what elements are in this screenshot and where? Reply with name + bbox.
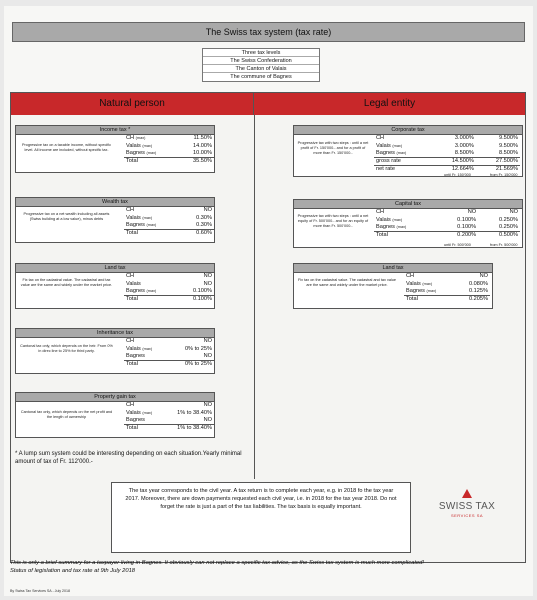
row-label: CH <box>406 273 415 280</box>
total-value-2: 0.500% <box>499 232 518 238</box>
row-value-1: 3.000% <box>454 142 474 149</box>
row-label: CH (max) <box>126 135 146 142</box>
inheritance-tax-box <box>15 328 215 374</box>
row-value: NO <box>203 207 212 214</box>
page-title: The Swiss tax system (tax rate) <box>12 22 525 42</box>
table-row <box>404 288 490 296</box>
capital-tax-description: Progressive tax with two steps : until a net equity of Fr. 500'000.- and for an equity of more than Fr. 500'000.- <box>297 214 369 228</box>
total-row <box>124 361 214 369</box>
logo-name: SWISS TAX <box>438 501 496 512</box>
table-row <box>374 217 520 225</box>
table-row <box>124 410 214 418</box>
row-value-2: 8.500% <box>476 150 520 158</box>
wealth-tax-table <box>124 207 214 237</box>
row-value: NO <box>203 338 212 345</box>
table-row <box>374 143 520 151</box>
lump-sum-note: * A lump sum system could be interesting depending on each situation.Yearly minimal amount of tax of Fr. 112'000.- <box>15 451 242 465</box>
row-value: 0.30% <box>181 222 214 230</box>
row-label: CH <box>126 338 135 345</box>
income-tax-box <box>15 125 215 173</box>
row-value-1: 14.500% <box>432 158 476 166</box>
capital-tax-box <box>293 199 523 248</box>
income-tax-table <box>124 135 214 165</box>
row-value-2: NO <box>509 209 518 216</box>
table-row <box>124 150 214 158</box>
total-value: 1% to 38.40% <box>177 425 212 431</box>
row-label: Bagnes (max) <box>374 150 432 158</box>
property-gain-tax-box <box>15 392 215 438</box>
table-row <box>374 150 520 158</box>
tax-levels-heading: Three tax levels <box>203 49 319 57</box>
total-label: Total <box>406 296 418 302</box>
table-row <box>374 158 520 166</box>
row-label: net rate <box>376 166 395 172</box>
row-value-1: 3.000% <box>454 135 474 142</box>
row-value: NO <box>168 353 214 361</box>
total-value-1: 0.200% <box>457 232 477 238</box>
logo-triangle-icon <box>462 489 472 498</box>
table-row <box>124 135 214 143</box>
row-label: Valais (max) <box>126 409 153 416</box>
row-value-2: 21.569% <box>495 166 518 172</box>
row-label: Bagnes (max) <box>374 224 436 232</box>
tax-level-commune: The commune of Bagnes <box>230 74 292 80</box>
table-row <box>124 207 214 215</box>
company-logo <box>429 489 505 533</box>
table-row <box>124 281 214 289</box>
disclaimer-line-1: This is only a brief summary for a taxpayer living in Bagnes. It obviously can not replace a specific tax advice, as the Swiss tax system is much more complicated! <box>10 560 425 566</box>
row-label: Valais (max) <box>376 142 403 149</box>
total-value: 0.60% <box>196 230 212 236</box>
table-row <box>124 143 214 151</box>
row-label: Bagnes (max) <box>124 222 181 230</box>
table-row <box>404 281 490 289</box>
corporate-tax-description: Progressive tax with two steps : until a net profit of Fr. 150'000.- and for a profit of more than Fr. 150'000.- <box>297 141 369 155</box>
row-label: gross rate <box>374 158 432 166</box>
land-tax-np-table <box>124 273 214 303</box>
row-value-1: NO <box>467 209 477 216</box>
total-label: Total <box>376 232 388 238</box>
disclaimer-line-2: Status of legislation and tax rate at 9th July 2018 <box>10 568 136 574</box>
table-row <box>374 135 520 143</box>
table-row <box>124 346 214 354</box>
row-value: NO <box>203 280 212 287</box>
row-label: Bagnes (max) <box>124 288 178 296</box>
land-tax-le-description: Fix tax on the cadastral value. The cadastral and tax value are the same and widely under the market price. <box>297 278 397 287</box>
tax-level-canton: The Canton of Valais <box>203 65 319 73</box>
table-row <box>124 353 214 361</box>
inheritance-tax-table <box>124 338 214 368</box>
wealth-tax-title: Wealth tax <box>16 198 214 207</box>
row-label: Bagnes <box>124 353 168 361</box>
inheritance-tax-description: Cantonal tax only, which depends on the heir. From 0% in direc line to 25% for third party. <box>20 344 113 353</box>
tax-level-confederation: The Swiss Confederation <box>203 57 319 65</box>
total-label: Total <box>126 361 138 367</box>
capital-foot-2: from Fr. 500'000 <box>490 243 518 247</box>
land-tax-np-description: Fix tax on the cadastral value. The cadastral and tax value are the same and widely under the market price. <box>20 278 113 287</box>
row-label: Valais (max) <box>126 214 153 221</box>
row-value: 10.00% <box>178 150 214 158</box>
corporate-tax-title: Corporate tax <box>294 126 522 135</box>
capital-tax-table <box>374 209 520 239</box>
total-label: Total <box>126 230 138 236</box>
wealth-tax-box <box>15 197 215 243</box>
total-row <box>124 230 214 238</box>
corporate-tax-box <box>293 125 523 177</box>
table-row <box>124 288 214 296</box>
row-value-1: 0.100% <box>457 216 477 223</box>
wealth-tax-description: Progressive tax on a net wealth including all assets (Swiss building at a low value), minus debts <box>23 212 110 221</box>
row-value: NO <box>203 273 212 280</box>
row-label: CH <box>126 207 135 214</box>
land-tax-np-title: Land tax <box>16 264 214 273</box>
total-row <box>404 296 490 304</box>
total-label: Total <box>126 296 138 302</box>
row-value: 14.00% <box>193 142 212 149</box>
row-value: NO <box>203 402 212 409</box>
table-row <box>374 166 520 174</box>
row-value-2: 9.500% <box>499 142 518 149</box>
row-label: Valais (max) <box>126 345 153 352</box>
row-label: Valais <box>126 280 141 287</box>
table-row <box>124 273 214 281</box>
disclaimer <box>10 559 526 575</box>
row-label: CH <box>376 135 385 142</box>
row-label: Bagnes (max) <box>404 288 455 296</box>
capital-tax-title: Capital tax <box>294 200 522 209</box>
row-label: Bagnes (max) <box>124 150 178 158</box>
land-tax-le-title: Land tax <box>294 264 492 273</box>
income-tax-description: Progressive tax on a taxable income, without specific level. All income are included, without specific tax. <box>21 143 112 152</box>
row-value-2: 0.250% <box>478 224 520 232</box>
column-divider <box>254 115 255 479</box>
copyright: By Swiss Tax Services SA - July 2018 <box>10 589 71 593</box>
table-row <box>374 209 520 217</box>
row-label: Valais (max) <box>406 280 433 287</box>
row-label: Bagnes <box>124 417 163 425</box>
total-label: Total <box>126 158 138 164</box>
document-page <box>4 6 533 596</box>
tax-overview-panel <box>10 92 526 563</box>
row-value: 0.080% <box>469 280 488 287</box>
row-value: NO <box>479 273 488 280</box>
row-value: 0% to 25% <box>184 345 212 352</box>
row-label: CH <box>376 209 385 216</box>
total-value: 0.205% <box>469 296 488 302</box>
row-value: NO <box>163 417 214 425</box>
property-gain-tax-title: Property gain tax <box>16 393 214 402</box>
tax-levels-list <box>202 48 320 82</box>
table-row <box>124 417 214 425</box>
total-label: Total <box>126 425 138 431</box>
tax-year-note: The tax year corresponds to the civil year. A tax return is to complete each year, e.g. in 2018 fo the tax year 2017. Moreover, there are down payments requested each civil year, i.e. in 2018 for the tax year 2018. Do not forget the rate is just a part of the tax liabilities. The tax basis is equally important. <box>111 482 411 553</box>
inheritance-tax-title: Inheritance tax <box>16 329 214 338</box>
table-row <box>124 402 214 410</box>
total-value: 0.100% <box>193 296 212 302</box>
land-tax-le-table <box>404 273 490 303</box>
row-value-2: 9.500% <box>499 135 518 142</box>
row-value: 1% to 38.40% <box>177 409 212 416</box>
row-label: Valais (max) <box>126 142 153 149</box>
income-tax-title: Income tax * <box>16 126 214 135</box>
row-value-1: 8.500% <box>432 150 476 158</box>
total-value: 35.50% <box>193 158 212 164</box>
row-label: CH <box>126 402 135 409</box>
total-row <box>124 425 214 433</box>
row-label: CH <box>126 273 135 280</box>
natural-person-header: Natural person <box>11 93 254 115</box>
corporate-tax-table <box>374 135 520 173</box>
table-row <box>124 215 214 223</box>
property-gain-tax-table <box>124 402 214 432</box>
row-value: 0.100% <box>178 288 214 296</box>
row-value: 0.125% <box>455 288 490 296</box>
row-value-1: 0.100% <box>436 224 478 232</box>
row-value-2: 0.250% <box>499 216 518 223</box>
row-value-2: 27.500% <box>476 158 520 166</box>
row-value: 11.50% <box>193 135 212 142</box>
table-row <box>124 222 214 230</box>
row-value: 0.30% <box>196 214 212 221</box>
land-tax-le-box <box>293 263 493 309</box>
table-row <box>124 338 214 346</box>
table-row <box>404 273 490 281</box>
capital-foot-1: until Fr. 500'000 <box>444 243 471 247</box>
total-row <box>124 296 214 304</box>
land-tax-np-box <box>15 263 215 309</box>
total-value: 0% to 25% <box>184 361 212 367</box>
corporate-foot-2: from Fr. 150'000 <box>490 173 518 177</box>
corporate-foot-1: until Fr. 150'000 <box>444 173 471 177</box>
legal-entity-header: Legal entity <box>254 93 525 115</box>
total-row <box>374 232 520 240</box>
row-value-1: 12.664% <box>451 166 474 172</box>
total-row <box>124 158 214 166</box>
table-row <box>374 224 520 232</box>
logo-subtitle: SERVICES SA <box>450 513 484 518</box>
row-label: Valais (max) <box>376 216 403 223</box>
property-gain-tax-description: Cantonal tax only, which depends on the net profit and the length of ownership <box>20 410 113 419</box>
